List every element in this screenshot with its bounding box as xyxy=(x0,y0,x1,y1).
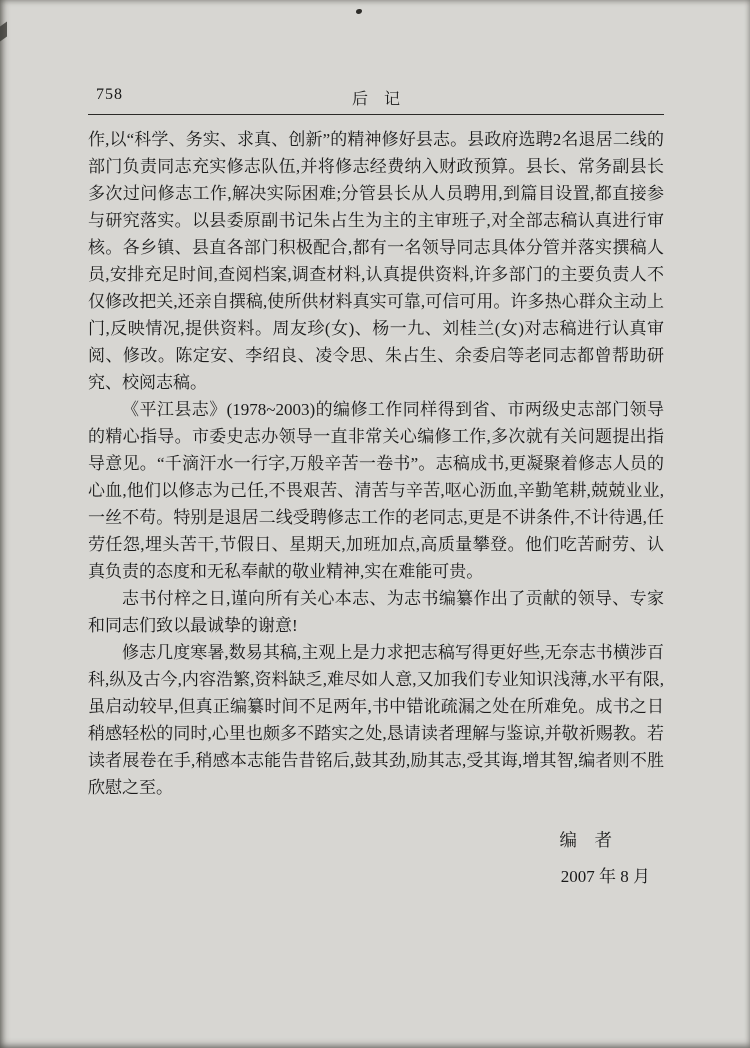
paragraph: 修志几度寒暑,数易其稿,主观上是力求把志稿写得更好些,无奈志书横涉百科,纵及古今,内容浩繁,资料缺乏,难尽如人意,又加我们专业知识浅薄,水平有限,虽启动较早,但真正编纂时间不足两年,书中错讹疏漏之处在所难免。成书之日稍感轻松的同时,心里也颇多不踏实之处,恳请读者理解与鉴谅,并敬祈赐教。若读者展卷在手,稍感本志能告昔铭后,鼓其劲,励其志,受其诲,增其智,编者则不胜欣慰之至。 xyxy=(88,643,664,797)
paragraph: 作,以“科学、务实、求真、创新”的精神修好县志。县政府选聘2名退居二线的部门负责同志充实修志队伍,并将修志经费纳入财政预算。县长、常务副县长多次过问修志工作,解决实际困难;分管县长从人员聘用,到篇目设置,都直接参与研究落实。以县委原副书记朱占生为主的主审班子,对全部志稿认真进行审核。各乡镇、县直各部门积极配合,都有一名领导同志具体分管并落实撰稿人员,安排充足时间,查阅档案,调查材料,认真提供资料,许多部门的主要负责人不仅修改把关,还亲自撰稿,使所供材料真实可靠,可信可用。许多热心群众主动上门,反映情况,提供资料。周友珍(女)、杨一九、刘桂兰(女)对志稿进行认真审阅、修改。陈定安、李绍良、凌令思、朱占生、余委启等老同志都曾帮助研究、校阅志稿。 xyxy=(88,130,664,392)
header-rule xyxy=(88,114,664,115)
author-signature: 编 者 xyxy=(559,830,612,850)
scanned-page xyxy=(88,86,664,887)
body-text xyxy=(88,126,664,801)
header-title: 后 记 xyxy=(351,91,400,108)
page-number: 758 xyxy=(96,86,123,103)
signature-block xyxy=(88,827,664,887)
publication-date: 2007 年 8 月 xyxy=(560,867,650,886)
paragraph: 《平江县志》(1978~2003)的编修工作同样得到省、市两级史志部门领导的精心指导。市委史志办领导一直非常关心编修工作,多次就有关问题提出指导意见。“千滴汗水一行字,万般辛苦一卷书”。志稿成书,更凝聚着修志人员的心血,他们以修志为己任,不畏艰苦、清苦与辛苦,呕心沥血,辛勤笔耕,兢兢业业,一丝不苟。特别是退居二线受聘修志工作的老同志,更是不讲条件,不计待遇,任劳任怨,埋头苦干,节假日、星期天,加班加点,高质量攀登。他们吃苦耐劳、认真负责的态度和无私奉献的敬业精神,实在难能可贵。 xyxy=(88,400,664,581)
scan-artifact xyxy=(0,22,7,42)
scan-artifact xyxy=(356,9,362,14)
paragraph: 志书付梓之日,谨向所有关心本志、为志书编纂作出了贡献的领导、专家和同志们致以最诚挚的谢意! xyxy=(88,589,664,635)
running-header xyxy=(88,86,664,108)
